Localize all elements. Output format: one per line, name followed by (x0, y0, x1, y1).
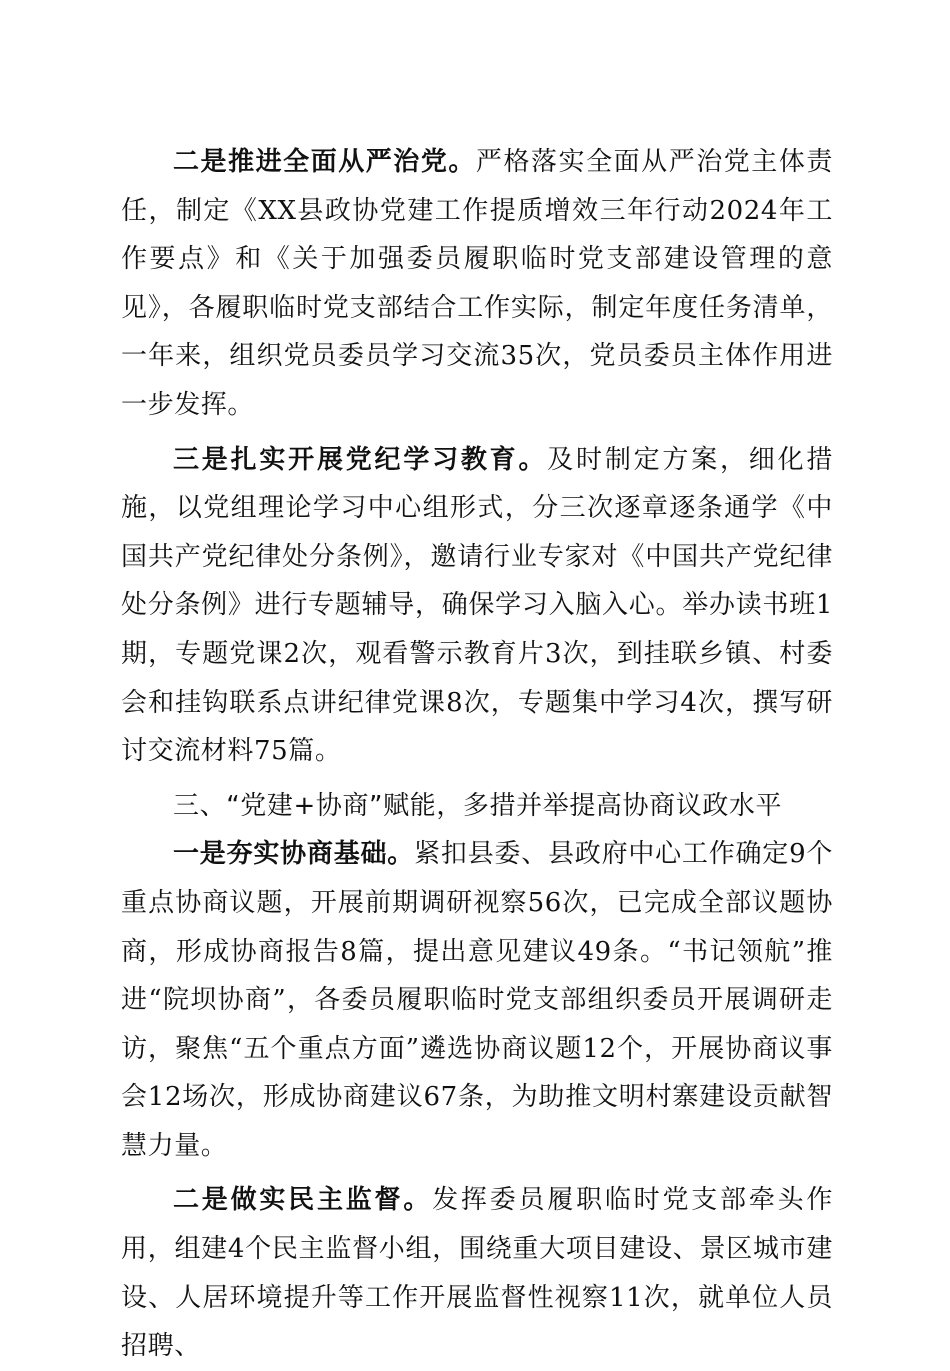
paragraph-lead: 三是扎实开展党纪学习教育。 (173, 444, 548, 475)
paragraph-text: 及时制定方案，细化措施，以党组理论学习中心组形式，分三次逐章逐条通学《中国共产党纪律处分条例》，邀请行业专家对《中国共产党纪律处分条例》进行专题辅导，确保学习入脑入心。举办读书班1期，专题党课2次，观看警示教育片3次，到挂联乡镇、村委会和挂钩联系点讲纪律党课8次，专题集中学习4次，撰写研讨交流材料75篇。 (121, 444, 833, 767)
paragraph-text: 紧扣县委、县政府中心工作确定9个重点协商议题，开展前期调研视察56次，已完成全部议题协商，形成协商报告8篇，提出意见建议49条。“书记领航”推进“院坝协商”，各委员履职临时党支部组织委员开展调研走访，聚焦“五个重点方面”遴选协商议题12个，开展协商议事会12场次，形成协商建议67条，为助推文明村寨建设贡献智慧力量。 (121, 839, 833, 1161)
section-heading: 三、“党建+协商”赋能，多措并举提高协商议政水平 (173, 790, 783, 821)
paragraph-lead: 二是做实民主监督。 (173, 1185, 433, 1216)
paragraph-democratic-supervision (121, 1176, 833, 1370)
document-body (121, 138, 833, 1371)
paragraph-lead: 二是推进全面从严治党。 (173, 147, 476, 177)
paragraph-discipline-education (121, 436, 833, 776)
paragraph-lead: 一是夯实协商基础。 (173, 839, 415, 870)
paragraph-text: 发挥委员履职临时党支部牵头作用，组建4个民主监督小组，围绕重大项目建设、景区城市建设、人居环境提升等工作开展监督性视察11次，就单位人员招聘、 (121, 1185, 833, 1362)
paragraph-party-governance (121, 138, 833, 430)
paragraph-consultation-foundation (121, 830, 833, 1170)
paragraph-text: 严格落实全面从严治党主体责任，制定《XX县政协党建工作提质增效三年行动2024年工作要点》和《关于加强委员履职临时党支部建设管理的意见》，各履职临时党支部结合工作实际，制定年度任务清单，一年来，组织党员委员学习交流35次，党员委员主体作用进一步发挥。 (121, 147, 833, 420)
